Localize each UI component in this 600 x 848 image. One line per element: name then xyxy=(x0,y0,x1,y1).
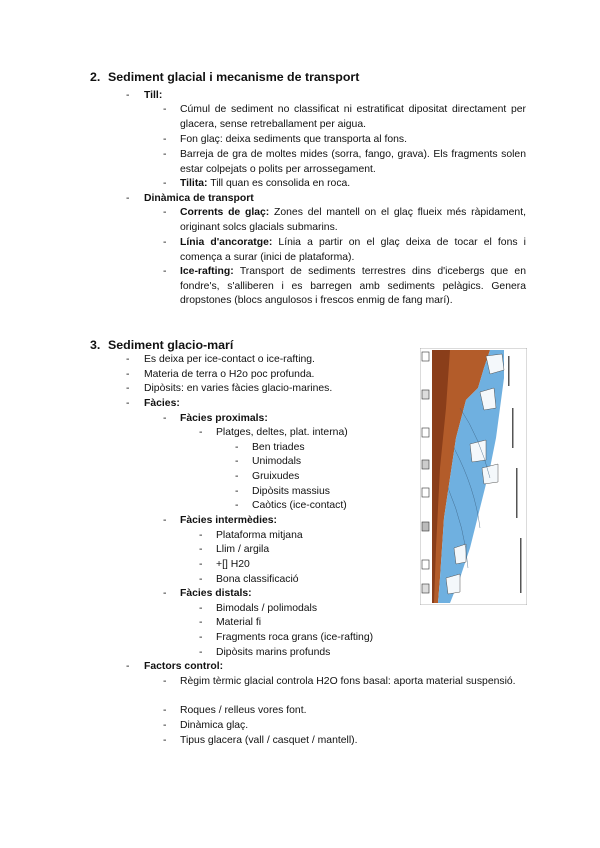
facies-label: Fàcies: xyxy=(144,398,180,409)
section-3-number: 3. xyxy=(90,338,101,352)
tilita-text: Till quan es consolida en roca. xyxy=(207,178,351,189)
linia-term: Línia d'ancoratge: xyxy=(180,237,273,248)
s3-item-2: Materia de terra o H2o poc profunda. xyxy=(144,369,315,380)
bullet-dash: - xyxy=(235,471,239,482)
proximals-label: Fàcies proximals: xyxy=(180,413,268,424)
dinamica-item-3 xyxy=(180,265,526,309)
bullet-dash: - xyxy=(199,603,203,614)
bullet-dash: - xyxy=(163,134,167,145)
distals-item-1: Bimodals / polimodals xyxy=(216,603,318,614)
distals-label: Fàcies distals: xyxy=(180,588,252,599)
till-item-2: Fon glaç: deixa sediments que transporta al fons. xyxy=(180,134,407,145)
section-3-title: Sediment glacio-marí xyxy=(108,338,234,352)
proximals-item-3: Gruixudes xyxy=(252,471,300,482)
bullet-dash: - xyxy=(126,90,130,101)
factors-label: Factors control: xyxy=(144,661,224,672)
corrents-term: Corrents de glaç: xyxy=(180,207,270,218)
bullet-dash: - xyxy=(235,486,239,497)
dinamica-label: Dinàmica de transport xyxy=(144,193,254,204)
bullet-dash: - xyxy=(163,104,167,115)
till-item-3: Barreja de gra de moltes mides (sorra, fango, grava). Els fragments solen estar colpejats o polits per arrossegament. xyxy=(180,149,526,175)
bullet-dash: - xyxy=(163,515,167,526)
proximals-item-5: Caòtics (ice-contact) xyxy=(252,500,347,511)
intermedies-label: Fàcies intermèdies: xyxy=(180,515,278,526)
proximals-item-2: Unimodals xyxy=(252,456,302,467)
section-2-title: Sediment glacial i mecanisme de transport xyxy=(108,70,360,84)
bullet-dash: - xyxy=(126,193,130,204)
bullet-dash: - xyxy=(199,427,203,438)
factors-item-1: Règim tèrmic glacial controla H2O fons basal: aporta material suspensió. xyxy=(180,676,516,687)
bullet-dash: - xyxy=(235,442,239,453)
proximals-item-4: Dipòsits massius xyxy=(252,486,330,497)
proximals-item-1: Ben triades xyxy=(252,442,305,453)
bullet-dash: - xyxy=(199,574,203,585)
bullet-dash: - xyxy=(163,266,167,277)
bullet-dash: - xyxy=(199,559,203,570)
dinamica-item-1 xyxy=(180,206,526,235)
bullet-dash: - xyxy=(163,720,167,731)
distals-item-4: Dipòsits marins profunds xyxy=(216,647,331,658)
bullet-dash: - xyxy=(163,237,167,248)
distals-item-2: Material fi xyxy=(216,617,262,628)
bullet-dash: - xyxy=(235,456,239,467)
bullet-dash: - xyxy=(126,398,130,409)
bullet-dash: - xyxy=(126,369,130,380)
bullet-dash: - xyxy=(126,661,130,672)
distals-item-3: Fragments roca grans (ice-rafting) xyxy=(216,632,374,643)
till-item-1: Cúmul de sediment no classificat ni estratificat dipositat directament per glacera, sense retreballament per aigua. xyxy=(180,104,526,130)
bullet-dash: - xyxy=(126,383,130,394)
s3-item-1: Es deixa per ice-contact o ice-rafting. xyxy=(144,354,315,365)
proximals-sub: Platges, deltes, plat. interna) xyxy=(216,427,348,438)
factors-item-3: Dinàmica glaç. xyxy=(180,720,249,731)
intermedies-item-2: Llim / argila xyxy=(216,544,270,555)
intermedies-item-3: +[] H20 xyxy=(216,559,250,570)
icerafting-term: Ice-rafting: xyxy=(180,266,234,277)
factors-item-4: Tipus glacera (vall / casquet / mantell). xyxy=(180,735,358,746)
bullet-dash: - xyxy=(163,705,167,716)
corrents-text: Zones del mantell on el glaç flueix més ràpidament, originant solcs glacials submarins. xyxy=(180,207,526,233)
bullet-dash: - xyxy=(199,632,203,643)
bullet-dash: - xyxy=(163,413,167,424)
till-item-4 xyxy=(180,177,526,192)
bullet-dash: - xyxy=(163,735,167,746)
section-2-number: 2. xyxy=(90,70,101,84)
linia-text: Línia a partir on el glaç deixa de tocar el fons i comença a surar (inici de plataforma). xyxy=(180,237,526,263)
bullet-dash: - xyxy=(163,588,167,599)
bullet-dash: - xyxy=(199,544,203,555)
intermedies-item-1: Plataforma mitjana xyxy=(216,530,303,541)
bullet-dash: - xyxy=(163,676,167,687)
tilita-term: Tilita: xyxy=(180,178,208,189)
factors-item-2: Roques / relleus vores font. xyxy=(180,705,307,716)
bullet-dash: - xyxy=(163,207,167,218)
bullet-dash: - xyxy=(199,647,203,658)
bullet-dash: - xyxy=(199,530,203,541)
bullet-dash: - xyxy=(126,354,130,365)
s3-item-3: Dipòsits: en varies fàcies glacio-marines. xyxy=(144,383,333,394)
icerafting-text: Transport de sediments terrestres dins d'icebergs que en fondre's, s'alliberen i es barregen amb sediments pelàgics. Genera dropstones (blocs angulosos i frescos enmig de fang marí). xyxy=(180,266,526,307)
bullet-dash: - xyxy=(199,617,203,628)
bullet-dash: - xyxy=(235,500,239,511)
till-label: Till: xyxy=(144,90,163,101)
bullet-dash: - xyxy=(163,149,167,160)
glaciomarine-facies-figure xyxy=(420,348,527,605)
intermedies-item-4: Bona classificació xyxy=(216,574,299,585)
dinamica-item-2 xyxy=(180,236,526,265)
bullet-dash: - xyxy=(163,178,167,189)
